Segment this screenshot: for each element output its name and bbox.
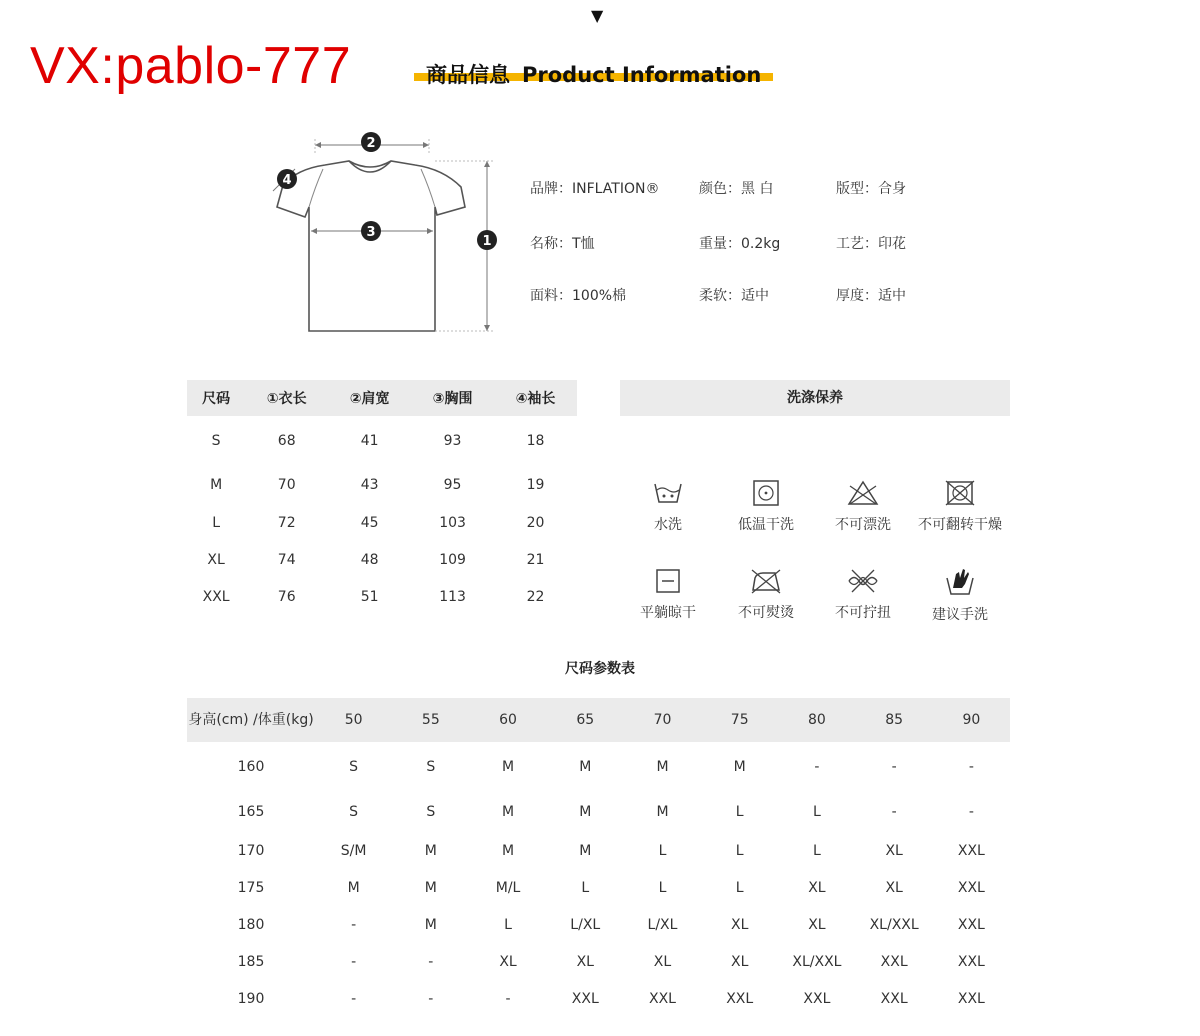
size-cell: XXL xyxy=(571,990,599,1007)
weight-header: 55 xyxy=(392,698,469,742)
table-cell: 103 xyxy=(439,514,466,531)
size-table-header-cell: ④袖长 xyxy=(494,380,577,416)
info-softness: 柔软：适中 xyxy=(699,288,769,304)
table-row xyxy=(187,541,577,578)
height-cell: 190 xyxy=(237,990,265,1007)
size-cell: XL xyxy=(808,879,826,896)
table-row xyxy=(187,504,577,541)
size-cell: - xyxy=(351,953,357,970)
no-wring-icon xyxy=(846,566,880,596)
size-cell: - xyxy=(351,990,357,1007)
no-bleach-icon xyxy=(846,478,880,508)
care-item xyxy=(716,566,816,622)
table-row xyxy=(187,869,1010,906)
table-cell: 109 xyxy=(439,551,466,568)
table-cell: 22 xyxy=(526,588,545,605)
wash-tub-icon xyxy=(652,478,684,508)
table-cell: 20 xyxy=(526,514,545,531)
marker-shoulder: 2 xyxy=(366,136,376,151)
size-cell: L xyxy=(581,879,590,896)
size-cell: XL/XXL xyxy=(869,916,919,933)
height-cell: 180 xyxy=(237,916,265,933)
size-cell: M xyxy=(424,842,437,859)
size-cell: XXL xyxy=(957,916,985,933)
size-cell: M xyxy=(579,842,592,859)
size-cell: XL xyxy=(885,879,903,896)
size-cell: M xyxy=(656,759,669,775)
size-cell: XL xyxy=(808,916,826,933)
size-cell: XL/XXL xyxy=(792,953,842,970)
care-item xyxy=(813,478,913,534)
care-label: 平躺晾干 xyxy=(640,605,696,621)
table-row xyxy=(187,943,1010,980)
table-cell: S xyxy=(211,433,221,449)
size-cell: XL xyxy=(576,953,594,970)
size-cell: L/XL xyxy=(570,916,601,933)
height-cell: 185 xyxy=(237,953,265,970)
size-cell: - xyxy=(505,990,511,1007)
table-cell: 72 xyxy=(277,514,296,531)
size-cell: L/XL xyxy=(647,916,678,933)
size-table-header-cell: ②肩宽 xyxy=(328,380,411,416)
section-title-cn: 商品信息 xyxy=(426,63,510,87)
table-cell: 45 xyxy=(360,514,379,531)
size-cell: M xyxy=(502,759,515,775)
table-row xyxy=(187,416,577,466)
table-cell: 41 xyxy=(360,433,379,449)
size-cell: XL xyxy=(653,953,672,970)
table-row xyxy=(187,742,1010,792)
height-cell: 165 xyxy=(237,804,265,820)
table-row xyxy=(187,792,1010,832)
table-cell: L xyxy=(212,514,221,531)
weight-header: 70 xyxy=(624,698,701,742)
size-cell: - xyxy=(968,759,974,775)
size-cell: XXL xyxy=(957,879,985,896)
size-cell: XXL xyxy=(880,953,908,970)
table-cell: 43 xyxy=(360,477,379,493)
care-label: 不可拧扭 xyxy=(835,605,891,621)
care-panel xyxy=(620,380,1010,623)
table-row xyxy=(187,578,577,615)
size-cell: - xyxy=(891,804,897,820)
watermark-text: VX:pablo-777 xyxy=(30,37,352,95)
table-cell: 19 xyxy=(526,477,545,493)
weight-header: 80 xyxy=(778,698,855,742)
info-color: 颜色：黑 白 xyxy=(699,181,774,197)
info-brand: 品牌：INFLATION® xyxy=(530,181,660,197)
fit-table-header xyxy=(187,698,1010,742)
table-cell: 74 xyxy=(277,551,296,568)
size-cell: S/M xyxy=(340,842,367,859)
size-cell: L xyxy=(813,804,821,820)
size-cell: S xyxy=(426,804,436,820)
size-cell: M xyxy=(502,804,515,820)
table-cell: 18 xyxy=(526,433,545,449)
size-cell: XL xyxy=(731,916,749,933)
table-cell: M xyxy=(210,477,223,493)
size-cell: L xyxy=(658,842,667,859)
weight-header: 85 xyxy=(856,698,933,742)
low-temp-dryclean-icon xyxy=(750,478,782,508)
size-cell: - xyxy=(428,953,434,970)
size-cell: M xyxy=(579,759,592,775)
height-cell: 160 xyxy=(237,759,265,775)
info-name: 名称：T恤 xyxy=(530,236,595,252)
size-cell: XXL xyxy=(726,990,754,1007)
size-cell: - xyxy=(814,759,820,775)
size-cell: S xyxy=(426,759,436,775)
care-item xyxy=(910,478,1010,534)
size-cell: - xyxy=(351,916,357,933)
size-cell: - xyxy=(428,990,434,1007)
no-tumble-dry-icon xyxy=(943,478,977,508)
height-cell: 170 xyxy=(237,842,265,859)
table-cell: 113 xyxy=(439,588,466,605)
info-thickness: 厚度：适中 xyxy=(836,288,906,304)
table-row xyxy=(187,466,577,504)
size-cell: XL xyxy=(499,953,517,970)
size-cell: XL xyxy=(885,842,903,859)
size-table-header-cell: ①衣长 xyxy=(245,380,328,416)
care-label: 建议手洗 xyxy=(932,607,988,623)
care-title: 洗涤保养 xyxy=(620,380,1010,416)
no-iron-icon xyxy=(749,566,783,596)
tshirt-measure-diagram xyxy=(265,125,505,340)
table-cell: 76 xyxy=(277,588,296,605)
table-cell: 95 xyxy=(443,477,462,493)
marker-sleeve: 4 xyxy=(282,173,292,188)
table-cell: XXL xyxy=(202,588,230,605)
marker-length: 1 xyxy=(482,234,492,249)
section-title xyxy=(414,60,773,90)
table-row xyxy=(187,980,1010,1017)
table-cell: 21 xyxy=(526,551,545,568)
size-cell: L xyxy=(658,879,667,896)
table-cell: 70 xyxy=(277,477,296,493)
size-cell: XXL xyxy=(957,990,985,1007)
size-cell: L xyxy=(735,879,744,896)
weight-header: 75 xyxy=(701,698,778,742)
table-cell: XL xyxy=(207,551,225,568)
care-item xyxy=(618,566,718,622)
size-cell: S xyxy=(349,804,359,820)
care-item xyxy=(716,478,816,534)
care-item xyxy=(910,566,1010,624)
size-cell: M xyxy=(656,804,669,820)
fit-chart-title: 尺码参数表 xyxy=(565,661,635,677)
dry-flat-icon xyxy=(652,566,684,596)
care-item xyxy=(618,478,718,534)
table-row xyxy=(187,832,1010,869)
section-title-en: Product Information xyxy=(522,63,762,87)
size-table-header xyxy=(187,380,577,416)
size-cell: XXL xyxy=(957,842,985,859)
weight-header: 50 xyxy=(315,698,392,742)
size-cell: M/L xyxy=(495,879,521,896)
size-cell: - xyxy=(968,804,974,820)
care-label: 不可漂洗 xyxy=(835,517,891,533)
care-label: 水洗 xyxy=(654,517,682,533)
care-label: 不可翻转干燥 xyxy=(918,517,1002,533)
size-cell: M xyxy=(502,842,515,859)
size-cell: L xyxy=(813,842,821,859)
size-cell: XXL xyxy=(880,990,908,1007)
table-cell: 48 xyxy=(360,551,379,568)
fit-table-corner: 身高(cm) /体重(kg) xyxy=(187,698,315,742)
size-cell: M xyxy=(733,759,746,775)
weight-header: 60 xyxy=(469,698,546,742)
size-cell: XXL xyxy=(648,990,676,1007)
size-cell: M xyxy=(347,879,360,896)
height-cell: 175 xyxy=(237,879,265,896)
down-arrow-icon: ▼ xyxy=(591,6,604,25)
size-cell: M xyxy=(579,804,592,820)
size-cell: S xyxy=(349,759,359,775)
table-row xyxy=(187,906,1010,943)
info-weight: 重量：0.2kg xyxy=(699,236,781,252)
table-cell: 93 xyxy=(443,433,462,449)
size-measure-table xyxy=(187,380,577,615)
care-label: 低温干洗 xyxy=(738,517,794,533)
size-cell: M xyxy=(424,879,437,896)
info-fit: 版型：合身 xyxy=(836,181,906,197)
care-item xyxy=(813,566,913,622)
table-cell: 51 xyxy=(360,588,379,605)
size-table-header-cell: ③胸围 xyxy=(411,380,494,416)
size-table-header-cell: 尺码 xyxy=(187,380,245,416)
table-cell: 68 xyxy=(277,433,296,449)
hand-wash-icon xyxy=(944,566,976,598)
tshirt-outline-icon xyxy=(265,125,505,340)
care-label: 不可熨烫 xyxy=(738,605,794,621)
size-cell: L xyxy=(735,842,744,859)
weight-header: 65 xyxy=(547,698,624,742)
size-cell: XXL xyxy=(957,953,985,970)
fit-chart-table xyxy=(187,698,1010,1017)
size-cell: XL xyxy=(731,953,749,970)
size-cell: L xyxy=(504,916,512,933)
size-cell: - xyxy=(891,759,897,775)
info-craft: 工艺：印花 xyxy=(836,236,906,252)
weight-header: 90 xyxy=(933,698,1010,742)
marker-chest: 3 xyxy=(366,225,376,240)
info-fabric: 面料：100%棉 xyxy=(530,288,627,304)
size-cell: L xyxy=(735,804,744,820)
size-cell: XXL xyxy=(803,990,831,1007)
size-cell: M xyxy=(424,916,437,933)
